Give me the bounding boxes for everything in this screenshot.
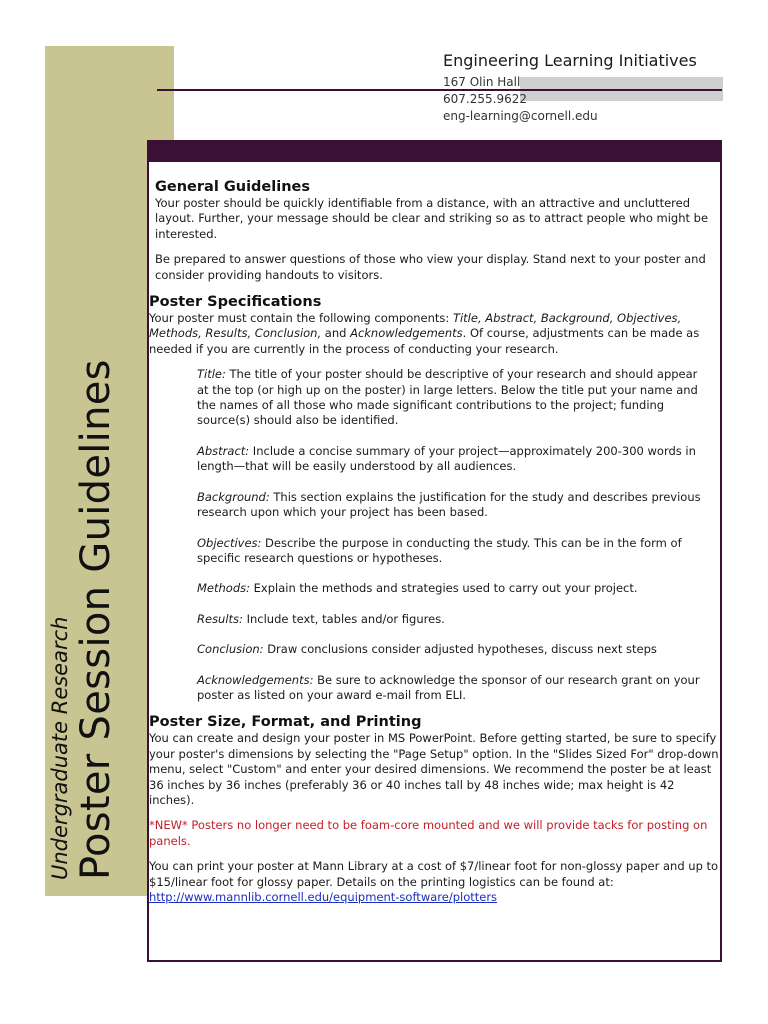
paragraph: You can create and design your poster in MS PowerPoint. Before getting started, be sure to specify your poster's dimensions by selecting the "Page Setup" option. In the "Slides Sized For" drop-down menu, select "Custom" and enter your desired dimensions. We recommend the poster be at least 36 inches by 36 inches (preferably 36 or 40 inches tall by 48 inches wide; max height is 42 inches). xyxy=(149,731,719,807)
new-notice: *NEW* Posters no longer need to be foam-core mounted and we will provide tacks for posting on panels. xyxy=(149,818,708,848)
paragraph: Your poster should be quickly identifiable from a distance, with an attractive and uncluttered layout. Further, your message should be clear and striking so as to attract people who might be interested. xyxy=(155,196,709,241)
general-guidelines-section xyxy=(149,178,719,283)
organization-address: 167 Olin Hall xyxy=(443,75,521,89)
document-subtitle: Undergraduate Research xyxy=(48,616,72,880)
main-content xyxy=(149,178,719,905)
spec-label: Background: xyxy=(197,489,270,504)
spec-label: Title: xyxy=(197,367,226,382)
spec-item-conclusion: Conclusion: Draw conclusions consider adjusted hypotheses, discuss next steps xyxy=(197,642,657,657)
component-list: Title, Abstract, Background, Objectives, Methods, Results, Conclusion, xyxy=(149,311,682,341)
section-heading: Poster Size, Format, and Printing xyxy=(149,714,422,731)
paragraph: Your poster must contain the following components: Title, Abstract, Background, Objectives, Methods, Results, Conclusion, and Acknowledgements. Of course, adjustments can be made as needed if you are currently in the process of conducting your research. xyxy=(149,311,700,356)
organization-header xyxy=(443,50,743,125)
section-heading: Poster Specifications xyxy=(149,294,322,311)
spec-item-acknowledgements: Acknowledgements: Be sure to acknowledge the sponsor of our research grant on your poster as listed on your award e-mail from ELI. xyxy=(197,672,700,702)
spec-item-results: Results: Include text, tables and/or figures. xyxy=(197,611,445,626)
spec-item-title: Title: The title of your poster should be descriptive of your research and should appear at the top (or high up on the poster) in large letters. Below the title put your name and the names of all those who made significant contributions to the project; funding source(s) should also be identified. xyxy=(197,367,698,428)
spec-label: Objectives: xyxy=(197,535,262,550)
plotters-link[interactable]: http://www.mannlib.cornell.edu/equipment-software/plotters xyxy=(149,890,498,904)
spec-label: Conclusion: xyxy=(197,642,264,657)
spec-label: Acknowledgements: xyxy=(197,672,314,687)
section-heading: General Guidelines xyxy=(155,179,310,195)
spec-item-abstract: Abstract: Include a concise summary of your project—approximately 200-300 words in length—that will be easily understood by all audiences. xyxy=(197,443,696,474)
spec-label: Abstract: xyxy=(197,443,250,458)
spec-item-background: Background: This section explains the justification for the study and describes previous research upon which your project has been based. xyxy=(197,489,701,520)
document-title: Poster Session Guidelines xyxy=(73,359,119,880)
organization-email[interactable]: eng-learning@cornell.edu xyxy=(443,109,598,123)
organization-phone: 607.255.9622 xyxy=(443,92,527,106)
poster-specifications-section xyxy=(149,293,719,703)
poster-size-section xyxy=(149,713,719,905)
paragraph: Be prepared to answer questions of those who view your display. Stand next to your poster and consider providing handouts to visitors. xyxy=(155,252,706,282)
spec-label: Results: xyxy=(197,611,243,626)
frame-top-bar xyxy=(149,142,720,162)
vertical-title xyxy=(47,359,119,880)
spec-item-methods: Methods: Explain the methods and strategies used to carry out your project. xyxy=(197,581,638,596)
component-ack: Acknowledgements xyxy=(350,326,463,341)
organization-name: Engineering Learning Initiatives xyxy=(443,51,697,70)
spec-label: Methods: xyxy=(197,581,250,596)
paragraph: You can print your poster at Mann Library at a cost of $7/linear foot for non-glossy paper and up to $15/linear foot for glossy paper. Details on the printing logistics can be found at: xyxy=(149,859,719,889)
spec-item-objectives: Objectives: Describe the purpose in conducting the study. This can be in the form of specific research questions or hypotheses. xyxy=(197,535,682,565)
